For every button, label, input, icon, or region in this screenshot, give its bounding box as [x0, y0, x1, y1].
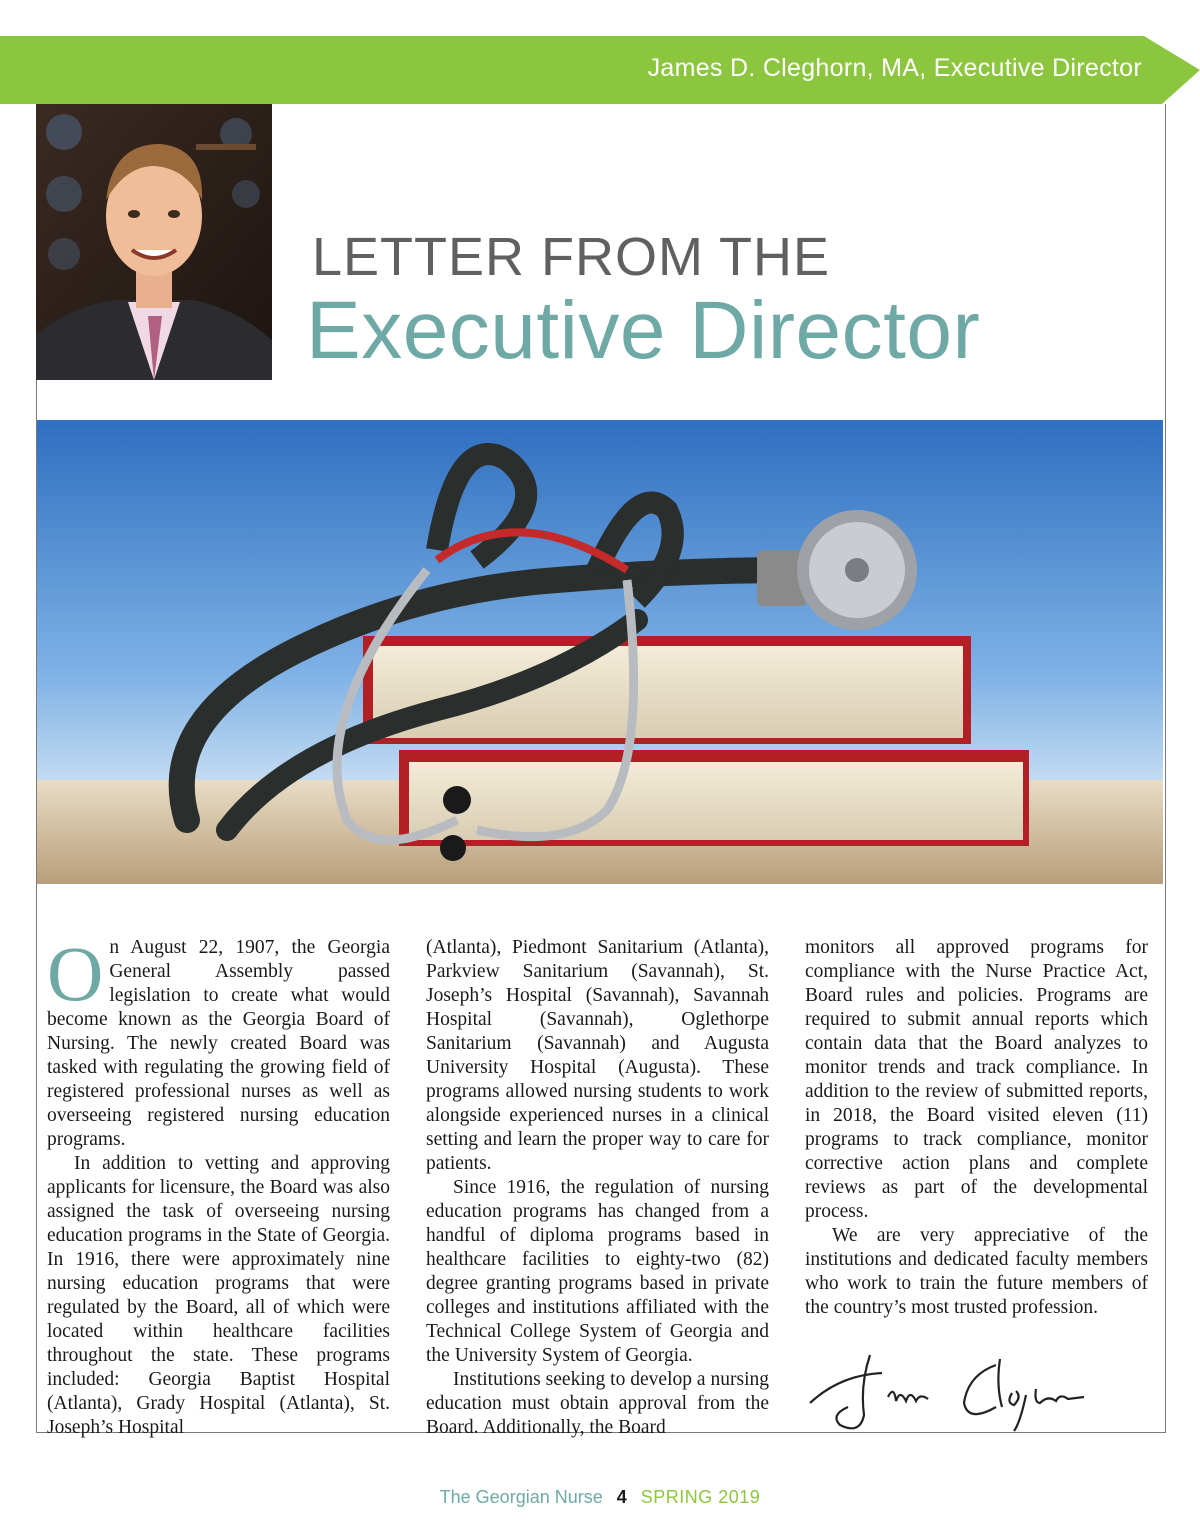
- letter-paragraph: [47, 930, 390, 1152]
- letter-paragraph: In addition to vetting and approving applicants for licensure, the Board was also assigned the task of overseeing nursing education programs in the State of Georgia. In 1916, there were approximately nine nursing education programs that were regulated by the Board, all of which were located within healthcare facilities throughout the state. These programs included: Georgia Baptist Hospital (Atlanta), Grady Hospital (Atlanta), St. Joseph’s Hospital: [47, 1153, 390, 1438]
- handwritten-signature: [800, 1345, 1090, 1435]
- publication-name: The Georgian Nurse: [439, 1487, 603, 1507]
- letter-paragraph: Since 1916, the regulation of nursing education programs has changed from a handful of diploma programs based in healthcare facilities to eighty-two (82) degree granting programs based in private colleges and institutions affiliated with the Technical College System of Georgia and the University System of Georgia.: [426, 1177, 769, 1366]
- author-byline: James D. Cleghorn, MA, Executive Director: [647, 54, 1142, 82]
- title-kicker: LETTER FROM THE: [312, 227, 831, 287]
- letter-paragraph: We are very appreciative of the institutions and dedicated faculty members who work to train the future members of the country’s most trusted profession.: [805, 1225, 1148, 1318]
- stethoscope-books-photo: [37, 420, 1163, 884]
- issue-label: SPRING 2019: [640, 1487, 761, 1507]
- letter-paragraph: (Atlanta), Piedmont Sanitarium (Atlanta), Parkview Sanitarium (Savannah), St. Joseph’s Hospital (Savannah), Savannah Hospital (Savannah), Oglethorpe Sanitarium (Savannah) and Augusta University Hospital (Augusta). These programs allowed nursing students to work alongside experienced nurses in a clinical setting and learn the proper way to care for patients.: [426, 937, 769, 1174]
- drop-cap: O: [47, 930, 104, 1017]
- header-banner: [0, 36, 1200, 104]
- author-portrait: [36, 104, 272, 380]
- page-footer: [0, 1487, 1200, 1508]
- letter-column-1: [47, 930, 390, 1440]
- page-number: 4: [616, 1487, 627, 1507]
- letter-column-2: [426, 936, 769, 1440]
- paragraph-text: n August 22, 1907, the Georgia General Assembly passed legislation to create what would become known as the Georgia Board of Nursing. The newly created Board was tasked with regulating the growing field of registered professional nurses as well as overseeing registered nursing education programs.: [47, 937, 390, 1150]
- letter-paragraph: monitors all approved programs for compliance with the Nurse Practice Act, Board rules and policies. Programs are required to submit annual reports which contain data that the Board analyzes to monitor trends and track compliance. In addition to the review of submitted reports, in 2018, the Board visited eleven (11) programs to track compliance, monitor corrective action plans and complete reviews as part of the developmental process.: [805, 937, 1148, 1222]
- letter-paragraph: Institutions seeking to develop a nursing education must obtain approval from the Board. Additionally, the Board: [426, 1369, 769, 1438]
- page-title: Executive Director: [306, 285, 981, 376]
- letter-column-3: [805, 936, 1148, 1320]
